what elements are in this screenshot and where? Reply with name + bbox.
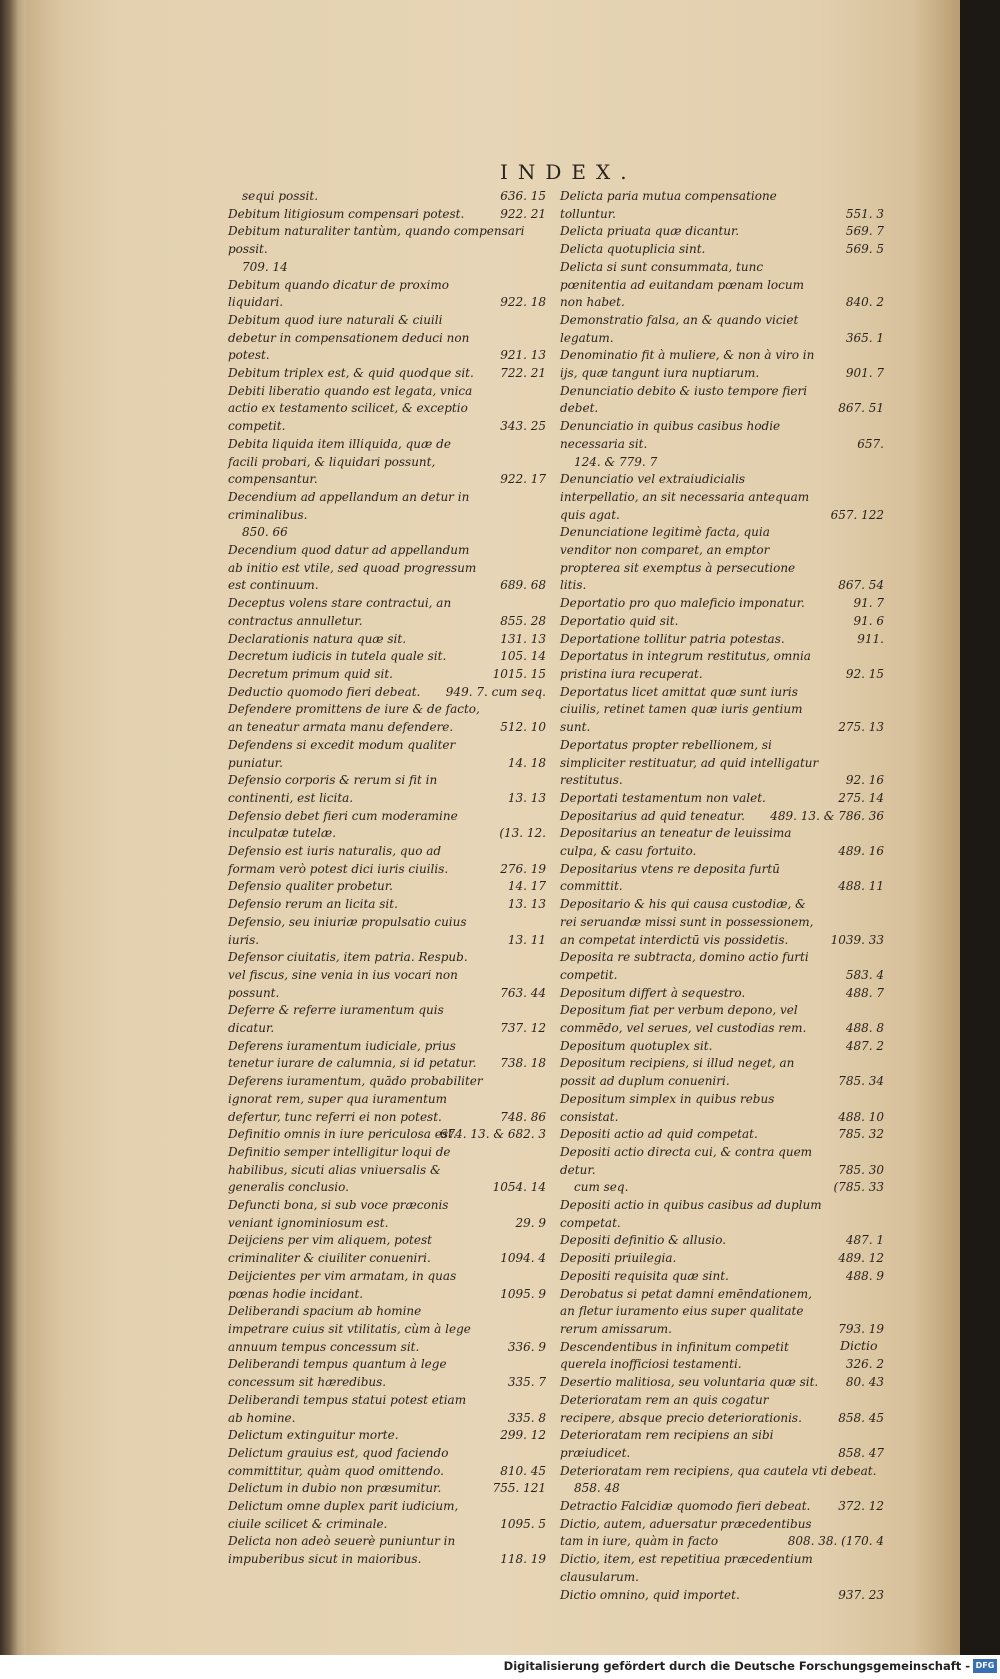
index-entry	[560, 985, 884, 1003]
entry-text: Depositario & his qui causa custodiæ, & rei seruandæ missi sunt in possessionem, an competat interdictū vis possidetis.	[560, 897, 814, 947]
entry-text: Depositarius vtens re deposita furtū committit.	[560, 861, 780, 894]
entry-reference: 488. 9	[845, 1268, 884, 1283]
entry-reference: 810. 45	[500, 1463, 546, 1478]
footer-credit: Digitalisierung gefördert durch die Deutsche Forschungsgemeinschaft -	[503, 1659, 970, 1673]
entry-text: Deijciens per vim aliquem, potest criminaliter & ciuiliter conueniri.	[228, 1233, 432, 1266]
entry-text: Delictum in dubio non præsumitur.	[228, 1481, 442, 1496]
entry-text: Defensio debet fieri cum moderamine inculpatæ tutelæ.	[228, 808, 458, 841]
entry-text: Decendium quod datur ad appellandum ab initio est vtile, sed quoad progressum est continuum.	[228, 543, 477, 593]
entry-text: Defuncti bona, si sub voce præconis veniant ignominiosum est.	[228, 1198, 449, 1230]
index-entry	[560, 825, 884, 860]
index-entry	[228, 206, 546, 224]
entry-reference: 276. 19	[500, 861, 546, 876]
entry-text: Deportatione tollitur patria potestas.	[560, 631, 785, 646]
entry-text: Decretum iudicis in tutela quale sit.	[228, 649, 447, 664]
entry-reference: 1015. 15	[492, 666, 546, 681]
entry-reference: 118. 19	[500, 1552, 546, 1567]
entry-reference: 14. 17	[507, 879, 546, 894]
index-entry	[228, 1268, 546, 1303]
entry-reference: 1039. 33	[830, 932, 884, 947]
index-entry	[560, 1551, 884, 1586]
entry-reference: 487. 1	[845, 1233, 884, 1248]
index-entry	[560, 1002, 884, 1037]
index-entry	[228, 666, 546, 684]
index-entry	[560, 1197, 884, 1232]
index-entry	[228, 648, 546, 666]
entry-text: Depositum recipiens, si illud neget, an possit ad duplum conueniri.	[560, 1056, 795, 1089]
index-entry	[228, 1144, 546, 1197]
entry-text: Debitum quando dicatur de proximo liquidari.	[228, 277, 449, 310]
entry-reference: (785. 33	[833, 1180, 884, 1195]
entry-text: Deportati testamentum non valet.	[560, 790, 766, 805]
entry-reference: 808. 38. (170. 4	[787, 1534, 884, 1549]
entry-reference: 922. 21	[500, 206, 546, 221]
entry-reference: 80. 43	[845, 1375, 884, 1390]
index-entry	[560, 861, 884, 896]
entry-text: Depositi actio in quibus casibus ad duplum competat.	[560, 1198, 822, 1230]
entry-text: Deliberandi tempus quantum à lege concessum sit hæredibus.	[228, 1357, 447, 1390]
entry-reference: 755. 121	[492, 1481, 546, 1496]
entry-reference: 488. 8	[845, 1021, 884, 1036]
entry-reference: 867. 51	[838, 401, 884, 416]
entry-text: Delicta si sunt consummata, tunc pœnitentia ad euitandam pœnam locum non habet.	[560, 259, 804, 310]
index-entry	[228, 1073, 546, 1126]
entry-text: Delicta quotuplicia sint.	[560, 242, 706, 257]
entry-text: Deportatus licet amittat quæ sunt iuris ciuilis, retinet tamen quæ iuris gentium sunt.	[560, 684, 803, 735]
index-entry	[560, 1339, 884, 1374]
entry-reference: 793. 19	[838, 1322, 884, 1336]
entry-reference: 785. 32	[838, 1127, 884, 1142]
entry-text: Descendentibus in infinitum competit querela inofficiosi testamenti.	[560, 1339, 789, 1372]
index-entry	[228, 843, 546, 878]
entry-reference: 489. 16	[838, 844, 884, 859]
footer-bar	[0, 1655, 1000, 1679]
entry-reference: (13. 12.	[499, 826, 546, 841]
entry-reference: 858. 48	[574, 1481, 620, 1496]
entry-text: sequi possit.	[242, 189, 319, 203]
entry-text: Depositarius an teneatur de leuissima culpa, & casu fortuito.	[560, 826, 792, 859]
index-entry	[560, 1392, 884, 1427]
entry-reference: 336. 9	[507, 1339, 546, 1354]
entry-text: Deferens iuramentum, quādo probabiliter ignorat rem, super qua iuramentum defertur, tunc referri ei non potest.	[228, 1074, 483, 1124]
entry-text: Denunciatione legitimè facta, quia venditor non comparet, an emptor propterea sit exemptus à persecutione litis.	[560, 525, 796, 593]
entry-text: Deijcientes per vim armatam, in quas pœnas hodie incidant.	[228, 1268, 457, 1301]
index-entry	[560, 471, 884, 524]
entry-text: Delicta paria mutua compensatione tolluntur.	[560, 189, 777, 221]
index-entry	[560, 1427, 884, 1462]
entry-text: Delictum extinguitur morte.	[228, 1428, 399, 1443]
entry-reference: 937. 23	[838, 1587, 884, 1602]
index-entry	[228, 312, 546, 365]
entry-text: Deportatio pro quo maleficio imponatur.	[560, 596, 805, 611]
index-entry	[228, 1356, 546, 1391]
entry-reference: 738. 18	[500, 1056, 546, 1071]
index-entry	[560, 259, 884, 312]
entry-text: Depositi actio directa cui, & contra quem detur.	[560, 1144, 813, 1177]
entry-reference: 488. 7	[845, 985, 884, 1000]
entry-text: Deportatus propter rebellionem, si simpliciter restituatur, ad quid intelligatur restitutus.	[560, 737, 819, 788]
entry-reference: 1094. 4	[500, 1251, 546, 1266]
scan-margin	[960, 0, 1000, 1655]
entry-reference: 657. 122	[830, 507, 884, 522]
entry-text: Defensio rerum an licita sit.	[228, 897, 398, 912]
index-entry	[228, 631, 546, 649]
entry-text: Denunciatio in quibus casibus hodie necessaria sit.	[560, 419, 781, 451]
index-entry	[560, 383, 884, 418]
entry-reference: 1095. 5	[500, 1516, 546, 1531]
entry-text: Deportatio quid sit.	[560, 613, 679, 628]
entry-reference: 91. 7	[853, 596, 884, 611]
index-entry	[228, 949, 546, 1002]
index-entry	[228, 436, 546, 489]
entry-text: Demonstratio falsa, an & quando viciet legatum.	[560, 312, 799, 345]
entry-text: Deposita re subtracta, domino actio furti competit.	[560, 950, 809, 982]
entry-text: Dictio, autem, aduersatur præcedentibus tam in iure, quàm in facto	[560, 1516, 812, 1549]
entry-text: Deterioratam rem recipiens an sibi præiudicet.	[560, 1428, 774, 1460]
entry-reference: 785. 34	[838, 1074, 884, 1089]
entry-reference: 487. 2	[845, 1038, 884, 1053]
entry-reference: 14. 18	[507, 755, 546, 770]
entry-text: 124. & 779. 7	[574, 454, 658, 469]
entry-text: Deceptus volens stare contractui, an contractus annulletur.	[228, 596, 452, 628]
index-entry	[228, 277, 546, 312]
entry-reference: 29. 9	[515, 1215, 546, 1230]
entry-reference: 858. 47	[838, 1445, 884, 1460]
index-entry	[560, 808, 884, 826]
entry-text: Delictum omne duplex parit iudicium, ciuile scilicet & criminale.	[228, 1499, 459, 1531]
entry-text: Definitio omnis in iure periculosa est.	[228, 1127, 457, 1142]
entry-reference: 335. 8	[507, 1410, 546, 1425]
entry-reference: 737. 12	[500, 1021, 546, 1036]
index-entry	[560, 949, 884, 984]
entry-reference: 855. 28	[500, 613, 546, 628]
entry-reference: 748. 86	[500, 1109, 546, 1124]
entry-text: Depositum fiat per verbum depono, vel commēdo, vel serues, vel custodias rem.	[560, 1003, 807, 1036]
entry-text: Dictio, item, est repetitiua præcedentium clausularum.	[560, 1552, 813, 1584]
index-entry	[228, 684, 546, 702]
index-entry	[228, 808, 546, 843]
entry-text: Decretum primum quid sit.	[228, 666, 393, 681]
index-entry	[228, 383, 546, 436]
entry-reference: 92. 16	[845, 773, 884, 788]
index-entry	[228, 1126, 546, 1144]
index-entry	[560, 188, 884, 223]
index-entry	[560, 1587, 884, 1605]
index-entry	[560, 684, 884, 737]
entry-reference: 922. 18	[500, 295, 546, 310]
entry-reference: 1095. 9	[500, 1286, 546, 1301]
entry-reference: 13. 13	[507, 790, 546, 805]
index-entry	[228, 701, 546, 736]
entry-reference: 92. 15	[845, 666, 884, 681]
index-entry	[228, 1533, 546, 1568]
entry-reference: 275. 13	[838, 720, 884, 735]
index-entry	[560, 1144, 884, 1179]
index-entry	[228, 878, 546, 896]
entry-reference: 785. 30	[838, 1162, 884, 1177]
entry-reference: 674. 13. & 682. 3	[439, 1127, 546, 1142]
entry-reference: 489. 13. & 786. 36	[770, 808, 884, 823]
entry-reference: 867. 54	[838, 578, 884, 593]
entry-text: Decendium ad appellandum an detur in criminalibus.	[228, 489, 470, 522]
entry-text: Debiti liberatio quando est legata, vnica actio ex testamento scilicet, & exceptio competit.	[228, 383, 473, 434]
entry-text: Defendere promittens de iure & de facto, an teneatur armata manu defendere.	[228, 702, 480, 735]
entry-reference: 372. 12	[838, 1499, 884, 1514]
index-entry	[228, 896, 546, 914]
index-entry	[560, 223, 884, 241]
entry-text: Depositi priuilegia.	[560, 1251, 677, 1266]
entry-text: Deterioratam rem an quis cogatur recipere, absque precio deteriorationis.	[560, 1392, 802, 1425]
index-entry	[228, 1232, 546, 1267]
entry-text: Defensio est iuris naturalis, quo ad formam verò potest dici iuris ciuilis.	[228, 844, 449, 876]
entry-text: Defensio corporis & rerum si fit in continenti, est licita.	[228, 773, 438, 805]
entry-text: Depositi requisita quæ sint.	[560, 1268, 729, 1283]
entry-reference: 583. 4	[845, 967, 884, 982]
entry-text: Defensio, seu iniuriæ propulsatio cuius iuris.	[228, 914, 467, 947]
index-entry	[560, 241, 884, 259]
index-entry	[228, 489, 546, 542]
index-entry	[560, 454, 884, 472]
entry-text: Deliberandi tempus statui potest etiam ab homine.	[228, 1392, 467, 1425]
entry-reference: 850. 66	[242, 525, 288, 540]
index-entry	[228, 223, 546, 276]
index-entry	[560, 896, 884, 949]
entry-text: Debita liquida item illiquida, quæ de facili probari, & liquidari possunt, compensantur.	[228, 436, 451, 487]
entry-reference: 569. 7	[845, 224, 884, 239]
index-entry	[560, 1250, 884, 1268]
entry-text: Debitum naturaliter tantùm, quando compensari possit.	[228, 224, 525, 257]
index-entry	[560, 1055, 884, 1090]
entry-text: Denunciatio vel extraiudicialis interpellatio, an sit necessaria antequam quis agat.	[560, 472, 810, 522]
index-entry	[228, 772, 546, 807]
entry-text: Declarationis natura quæ sit.	[228, 631, 407, 646]
entry-text: Detractio Falcidiæ quomodo fieri debeat.	[560, 1499, 811, 1514]
entry-reference: 343. 25	[500, 419, 546, 434]
index-entry	[560, 1498, 884, 1516]
entry-reference: 131. 13	[500, 631, 546, 646]
entry-reference: 275. 14	[838, 790, 884, 805]
entry-text: Deductio quomodo fieri debeat.	[228, 684, 421, 699]
entry-reference: 1054. 14	[492, 1180, 546, 1195]
index-entry	[560, 1516, 884, 1551]
index-entry	[560, 1463, 884, 1498]
index-entry	[560, 1286, 884, 1339]
entry-text: Delicta priuata quæ dicantur.	[560, 224, 740, 239]
entry-reference: 105. 14	[500, 649, 546, 664]
entry-reference: 488. 10	[838, 1109, 884, 1124]
index-entry	[228, 1038, 546, 1073]
index-entry	[560, 1126, 884, 1144]
index-column-left	[228, 188, 546, 1569]
index-entry	[560, 1179, 884, 1197]
index-entry	[228, 1197, 546, 1232]
entry-text: Deterioratam rem recipiens, qua cautela vti debeat.	[560, 1463, 877, 1478]
index-entry	[228, 188, 546, 206]
entry-text: Depositum quotuplex sit.	[560, 1038, 713, 1053]
index-entry	[560, 737, 884, 790]
entry-text: Denunciatio debito & iusto tempore fieri debet.	[560, 383, 808, 416]
index-entry	[228, 542, 546, 595]
index-entry	[228, 365, 546, 383]
book-fore-edge	[0, 0, 26, 1679]
entry-text: Denominatio fit à muliere, & non à viro in ijs, quæ tangunt iura nuptiarum.	[560, 348, 815, 381]
index-entry	[560, 312, 884, 347]
index-entry	[228, 1303, 546, 1356]
index-entry	[228, 1427, 546, 1445]
index-entry	[228, 1392, 546, 1427]
entry-text: Delicta non adeò seuerè puniuntur in impuberibus sicut in maioribus.	[228, 1534, 456, 1567]
entry-text: Depositum differt à sequestro.	[560, 985, 746, 1000]
dfg-logo-icon: DFG	[973, 1659, 997, 1673]
entry-reference: 326. 2	[845, 1357, 884, 1372]
entry-reference: 488. 11	[838, 879, 884, 894]
entry-reference: 569. 5	[845, 242, 884, 257]
entry-text: Dictio omnino, quid importet.	[560, 1587, 740, 1602]
entry-reference: 13. 11	[507, 932, 546, 947]
entry-text: cum seq.	[574, 1180, 629, 1195]
entry-reference: 365. 1	[845, 330, 884, 345]
index-entry	[228, 1480, 546, 1498]
entry-reference: 709. 14	[242, 259, 288, 274]
entry-text: Debitum litigiosum compensari potest.	[228, 206, 465, 221]
index-entry	[560, 1374, 884, 1392]
entry-reference: 489. 12	[838, 1251, 884, 1266]
entry-text: Deliberandi spacium ab homine impetrare cuius sit vtilitatis, cùm à lege annuum tempus concessum sit.	[228, 1304, 471, 1354]
entry-reference: 949. 7. cum seq.	[445, 684, 546, 699]
index-column-right	[560, 188, 884, 1604]
entry-text: Defendens si excedit modum qualiter puniatur.	[228, 737, 456, 770]
entry-text: Delictum grauius est, quod faciendo committitur, quàm quod omittendo.	[228, 1445, 449, 1478]
entry-reference: 335. 7	[507, 1375, 546, 1390]
entry-text: Deferens iuramentum iudiciale, prius tenetur iurare de calumnia, si id petatur.	[228, 1038, 477, 1071]
entry-text: Defensor ciuitatis, item patria. Respub. vel fiscus, sine venia in ius vocari non possunt.	[228, 950, 468, 1000]
entry-reference: 689. 68	[500, 578, 546, 593]
entry-text: Depositi actio ad quid competat.	[560, 1127, 758, 1142]
index-entry	[560, 1268, 884, 1286]
index-entry	[560, 347, 884, 382]
index-entry	[560, 418, 884, 453]
entry-text: Debitum triplex est, & quid quodque sit.	[228, 366, 474, 381]
index-entry	[560, 613, 884, 631]
entry-reference: 636. 15	[500, 189, 546, 203]
catchword: Dictio	[840, 1338, 878, 1353]
index-entry	[560, 1038, 884, 1056]
entry-text: Desertio malitiosa, seu voluntaria quæ sit.	[560, 1375, 819, 1390]
index-entry	[228, 1498, 546, 1533]
index-entry	[560, 648, 884, 683]
entry-reference: 922. 17	[500, 472, 546, 487]
entry-reference: 299. 12	[500, 1428, 546, 1443]
entry-reference: 763. 44	[500, 985, 546, 1000]
entry-text: Definitio semper intelligitur loqui de habilibus, sicuti alias vniuersalis & generalis conclusio.	[228, 1144, 451, 1195]
entry-reference: 921. 13	[500, 348, 546, 363]
entry-text: Deferre & referre iuramentum quis dicatur.	[228, 1003, 444, 1036]
entry-text: Depositum simplex in quibus rebus consistat.	[560, 1091, 775, 1124]
entry-text: Derobatus si petat damni emēndationem, an fletur iuramento eius super qualitate rerum amissarum.	[560, 1286, 812, 1336]
page-header: INDEX.	[500, 160, 637, 184]
entry-reference: 722. 21	[500, 366, 546, 381]
index-entry	[228, 914, 546, 949]
entry-reference: 911.	[857, 631, 884, 646]
entry-reference: 901. 7	[845, 366, 884, 381]
index-entry	[228, 1002, 546, 1037]
entry-reference: 551. 3	[845, 206, 884, 221]
index-entry	[560, 1232, 884, 1250]
entry-text: Deportatus in integrum restitutus, omnia pristina iura recuperat.	[560, 649, 811, 681]
entry-reference: 858. 45	[838, 1410, 884, 1425]
entry-reference: 657.	[857, 436, 884, 451]
index-entry	[228, 1445, 546, 1480]
index-entry	[228, 595, 546, 630]
index-entry	[560, 631, 884, 649]
entry-text: Depositarius ad quid teneatur.	[560, 808, 745, 823]
entry-reference: 13. 13	[507, 897, 546, 912]
index-entry	[560, 790, 884, 808]
entry-text: Defensio qualiter probetur.	[228, 879, 393, 894]
index-entry	[560, 524, 884, 595]
entry-text: Debitum quod iure naturali & ciuili debetur in compensationem deduci non potest.	[228, 312, 470, 363]
index-entry	[560, 595, 884, 613]
entry-reference: 840. 2	[845, 295, 884, 310]
index-entry	[228, 737, 546, 772]
entry-text: Depositi definitio & allusio.	[560, 1233, 727, 1248]
index-entry	[560, 1091, 884, 1126]
entry-reference: 512. 10	[500, 720, 546, 735]
entry-reference: 91. 6	[853, 613, 884, 628]
